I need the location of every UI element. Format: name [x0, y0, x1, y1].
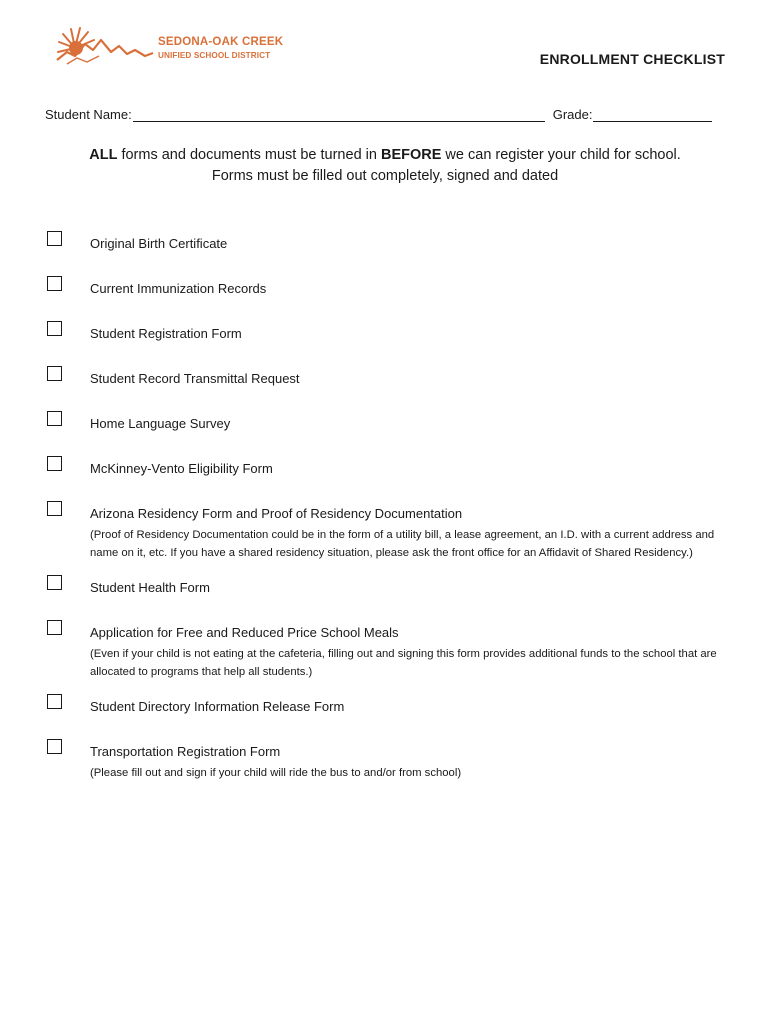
checklist-item [45, 573, 735, 598]
instructions-text-a: forms and documents must be turned in [117, 147, 381, 163]
checklist-item [45, 692, 735, 717]
checklist-item-label: Application for Free and Reduced Price School Meals [90, 625, 399, 640]
checklist-item-label: Original Birth Certificate [90, 236, 228, 251]
checklist-item-label: Arizona Residency Form and Proof of Residency Documentation [90, 506, 463, 521]
checklist-item [45, 618, 735, 681]
checkbox[interactable] [47, 366, 62, 381]
checkbox[interactable] [47, 321, 62, 336]
checklist-item-label: Student Directory Information Release Form [90, 699, 345, 714]
instructions-before: BEFORE [380, 147, 442, 163]
instructions [45, 145, 725, 187]
district-logo [55, 26, 295, 70]
logo-line-1: SEDONA-OAK CREEK [158, 36, 284, 48]
checklist-item-label: Home Language Survey [90, 416, 231, 431]
logo-line-2: UNIFIED SCHOOL DISTRICT [158, 50, 271, 60]
checklist-item-label: Current Immunization Records [90, 281, 267, 296]
student-name-field[interactable] [133, 107, 545, 122]
checklist-item [45, 454, 735, 479]
checklist-item [45, 319, 735, 344]
checklist-item-label: McKinney-Vento Eligibility Form [90, 461, 273, 476]
checkbox[interactable] [47, 739, 62, 754]
checkbox[interactable] [47, 456, 62, 471]
checklist-item-note: (Proof of Residency Documentation could be in the form of a utility bill, a lease agreement, an I.D. with a current address and name on it, etc. If you have a shared residency situation, please ask the front office for an Affidavit of Shared Residency.) [90, 529, 715, 559]
student-info-fields [45, 107, 725, 122]
checklist-item-note: (Please fill out and sign if your child will ride the bus to and/or from school) [90, 767, 462, 779]
student-name-label: Student Name: [45, 107, 132, 122]
checkbox[interactable] [47, 620, 62, 635]
checklist-item [45, 409, 735, 434]
checkbox[interactable] [47, 501, 62, 516]
checklist-item-label: Student Record Transmittal Request [90, 371, 300, 386]
grade-field[interactable] [593, 107, 712, 122]
checkbox[interactable] [47, 694, 62, 709]
sun-mountain-logo-icon [55, 26, 155, 70]
checklist-item-note: (Even if your child is not eating at the cafeteria, filling out and signing this form provides additional funds to the school that are allocated to programs that help all students.) [90, 648, 717, 678]
checklist-item [45, 364, 735, 389]
enrollment-checklist [45, 229, 735, 794]
checklist-item-label: Transportation Registration Form [90, 744, 281, 759]
checkbox[interactable] [47, 575, 62, 590]
checklist-item [45, 229, 735, 254]
checklist-item [45, 499, 735, 562]
checkbox[interactable] [47, 411, 62, 426]
checklist-item-label: Student Registration Form [90, 326, 242, 341]
instructions-line-1 [45, 145, 725, 166]
instructions-line-2: Forms must be filled out completely, signed and dated [211, 168, 559, 184]
instructions-text-b: we can register your child for school. [441, 147, 681, 163]
checklist-item [45, 274, 735, 299]
instructions-all: ALL [89, 147, 118, 163]
grade-label: Grade: [552, 107, 593, 122]
checkbox[interactable] [47, 276, 62, 291]
checkbox[interactable] [47, 231, 62, 246]
page-title: ENROLLMENT CHECKLIST [539, 51, 725, 67]
checklist-item [45, 737, 735, 783]
checklist-item-label: Student Health Form [90, 580, 210, 595]
